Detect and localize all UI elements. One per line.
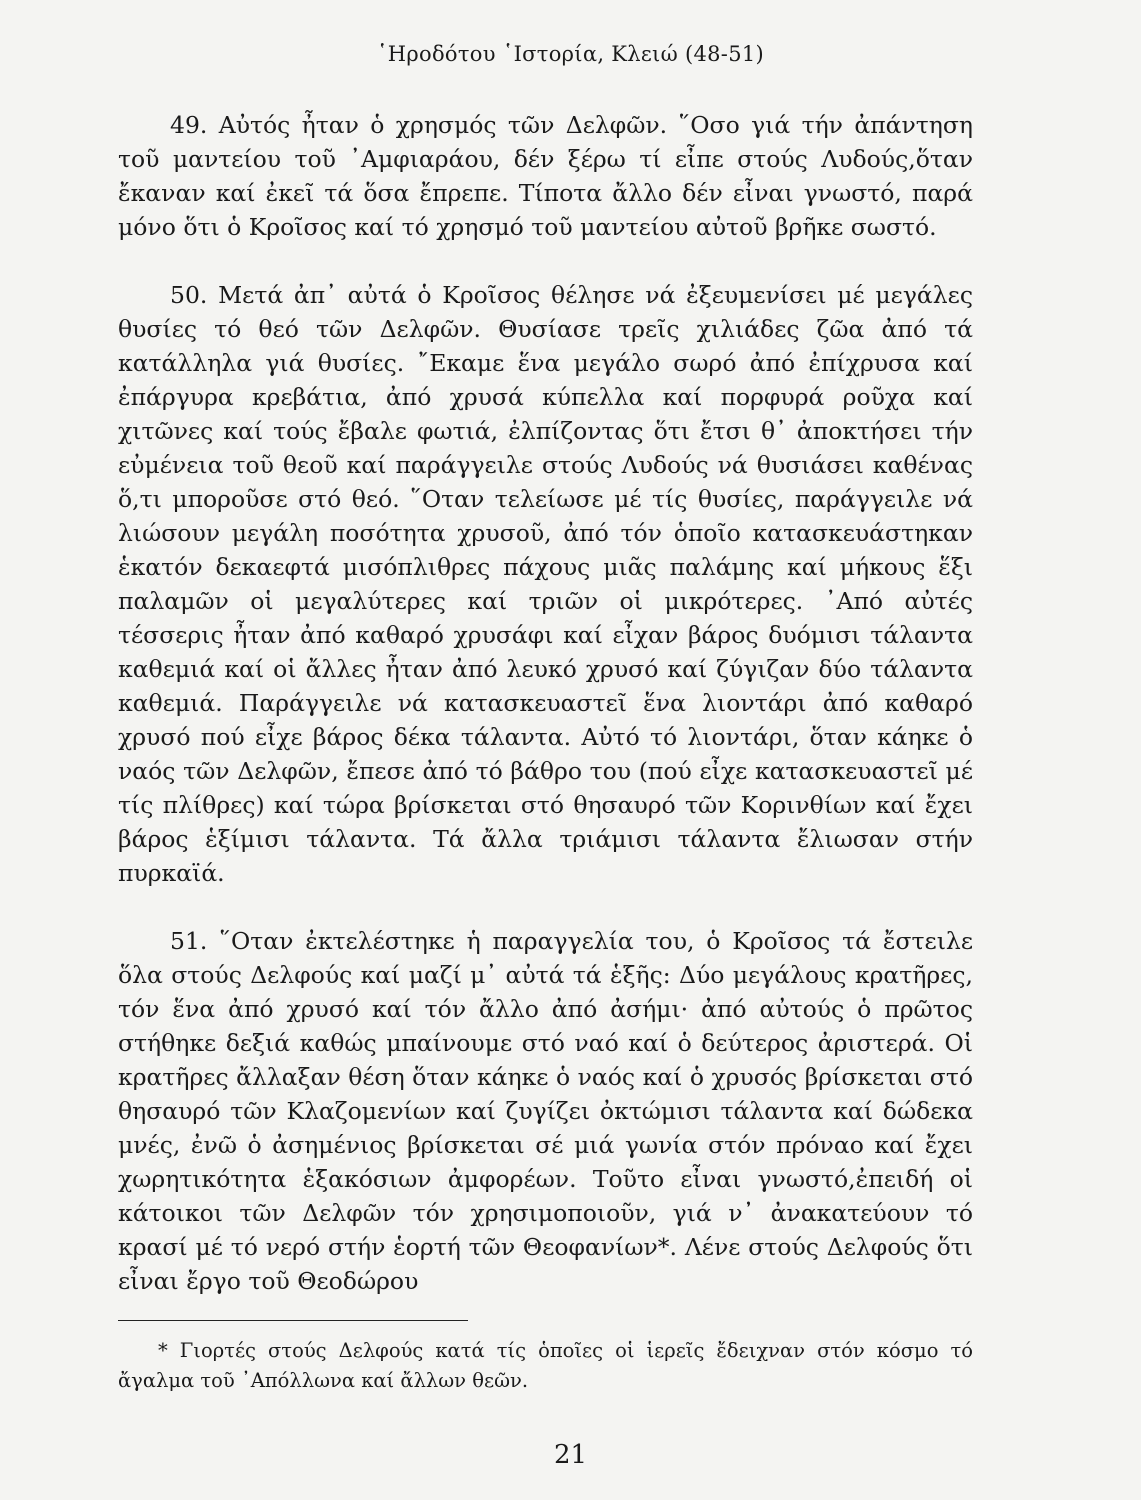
paragraph-49: 49. Αὐτός ἦταν ὁ χρησμός τῶν Δελφῶν. ῞Οσο γιά τήν ἀπάντηση τοῦ μαντείου τοῦ ᾿Αμφιαράου, δέν ξέρω τί εἶπε στούς Λυδούς,ὅταν ἔκαναν καί ἐκεῖ τά ὅσα ἔπρεπε. Τίποτα ἄλλο δέν εἶναι γνωστό, παρά μόνο ὅτι ὁ Κροῖσος καί τό χρησμό τοῦ μαντείου αὐτοῦ βρῆκε σωστό. xyxy=(118,111,973,241)
footnote: * Γιορτές στούς Δελφούς κατά τίς ὁποῖες οἱ ἱερεῖς ἔδειχναν στόν κόσμο τό ἄγαλμα τοῦ ᾿Απόλλωνα καί ἄλλων θεῶν. xyxy=(118,1339,973,1392)
footnote-divider xyxy=(118,1320,468,1321)
running-header: ῾Ηροδότου ῾Ιστορία, Κλειώ (48-51) xyxy=(376,42,765,66)
main-text xyxy=(118,108,973,1332)
paragraph-50: 50. Μετά ἀπ᾿ αὐτά ὁ Κροῖσος θέλησε νά ἐξευμενίσει μέ μεγάλες θυσίες τό θεό τῶν Δελφῶν. Θυσίασε τρεῖς χιλιάδες ζῶα ἀπό τά κατάλληλα γιά θυσίες. ῎Εκαμε ἕνα μεγάλο σωρό ἀπό ἐπίχρυσα καί ἐπάργυρα κρεβάτια, ἀπό χρυσά κύπελλα καί πορφυρά ροῦχα καί χιτῶνες καί τούς ἔβαλε φωτιά, ἐλπίζοντας ὅτι ἔτσι θ᾿ ἀποκτήσει τήν εὐμένεια τοῦ θεοῦ καί παράγγειλε στούς Λυδούς νά θυσιάσει καθένας ὅ,τι μποροῦσε στό θεό. ῞Οταν τελείωσε μέ τίς θυσίες, παράγγειλε νά λιώσουν μεγάλη ποσότητα χρυσοῦ, ἀπό τόν ὁποῖο κατασκευάστηκαν ἑκατόν δεκαεφτά μισόπλιθρες πάχους μιᾶς παλάμης καί μήκους ἕξι παλαμῶν οἱ μεγαλύτερες καί τριῶν οἱ μικρότερες. ᾿Από αὐτές τέσσερις ἦταν ἀπό καθαρό χρυσάφι καί εἶχαν βάρος δυόμισι τάλαντα καθεμιά καί οἱ ἄλλες ἦταν ἀπό λευκό χρυσό καί ζύγιζαν δύο τάλαντα καθεμιά. Παράγγειλε νά κατασκευαστεῖ ἕνα λιοντάρι ἀπό καθαρό χρυσό πού εἶχε βάρος δέκα τάλαντα. Αὐτό τό λιοντάρι, ὅταν κάηκε ὁ ναός τῶν Δελφῶν, ἔπεσε ἀπό τό βάθρο του (πού εἶχε κατασκευαστεῖ μέ τίς πλίθρες) καί τώρα βρίσκεται στό θησαυρό τῶν Κορινθίων καί ἔχει βάρος ἑξίμισι τάλαντα. Τά ἄλλα τριάμισι τάλαντα ἔλιωσαν στήν πυρκαϊά. xyxy=(118,281,973,887)
page-number: 21 xyxy=(553,1440,588,1470)
paragraph-51: 51. ῞Οταν ἐκτελέστηκε ἡ παραγγελία του, ὁ Κροῖσος τά ἔστειλε ὅλα στούς Δελφούς καί μαζί μ᾿ αὐτά τά ἑξῆς: Δύο μεγάλους κρατῆρες, τόν ἕνα ἀπό χρυσό καί τόν ἄλλο ἀπό ἀσήμι· ἀπό αὐτούς ὁ πρῶτος στήθηκε δεξιά καθώς μπαίνουμε στό ναό καί ὁ δεύτερος ἀριστερά. Οἱ κρατῆρες ἄλλαξαν θέση ὅταν κάηκε ὁ ναός καί ὁ χρυσός βρίσκεται στό θησαυρό τῶν Κλαζομενίων καί ζυγίζει ὀκτώμισι τάλαντα καί δώδεκα μνές, ἐνῶ ὁ ἀσημένιος βρίσκεται σέ μιά γωνία στόν πρόναο καί ἔχει χωρητικότητα ἑξακόσιων ἀμφορέων. Τοῦτο εἶναι γνωστό,ἐπειδή οἱ κάτοικοι τῶν Δελφῶν τόν χρησιμοποιοῦν, γιά ν᾿ ἀνακατεύουν τό κρασί μέ τό νερό στήν ἑορτή τῶν Θεοφανίων*. Λένε στούς Δελφούς ὅτι εἶναι ἔργο τοῦ Θεοδώρου xyxy=(118,927,973,1295)
